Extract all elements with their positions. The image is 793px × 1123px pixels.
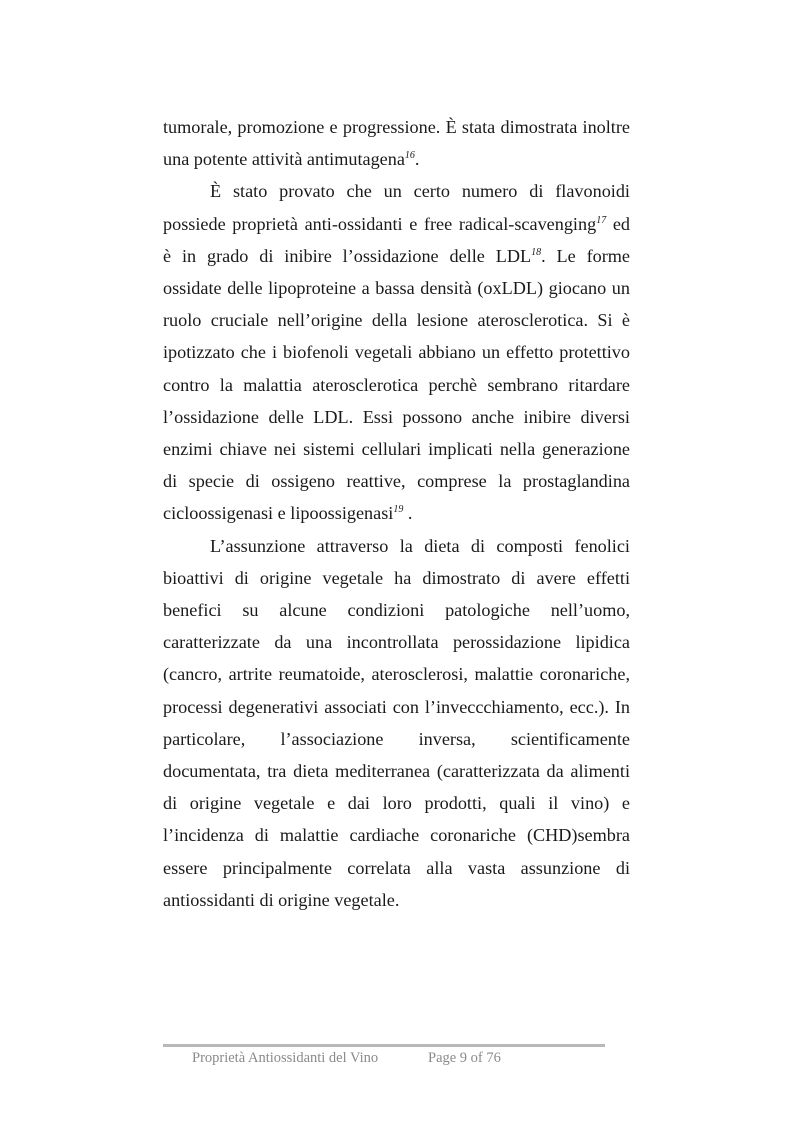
paragraph-text: .	[414, 149, 420, 170]
paragraph-text: È stato provato che un certo numero di flavonoidi possiede proprietà anti-ossidanti e free radical-scavenging	[163, 181, 630, 234]
footer-page-number: Page 9 of 76	[428, 1050, 501, 1066]
paragraph	[163, 530, 630, 916]
footnote-reference: 18	[531, 246, 542, 258]
footnote-reference: 19	[393, 504, 404, 516]
paragraph-text: ed è in grado di inibire l’ossidazione delle LDL	[163, 213, 630, 266]
paragraph	[163, 111, 630, 175]
footnote-reference: 17	[596, 214, 607, 226]
paragraph-text: tumorale, promozione e progressione. È stata dimostrata inoltre una potente attività antimutagena	[163, 117, 630, 170]
paragraph-text: . Le forme ossidate delle lipoproteine a bassa densità (oxLDL) giocano un ruolo cruciale nell’origine della lesione aterosclerotica. Si è ipotizzato che i biofenoli vegetali abbiano un effetto protettivo contro la malattia aterosclerotica perchè sembrano ritardare l’ossidazione delle LDL. Essi possono anche inibire diversi enzimi chiave nei sistemi cellulari implicati nella generazione di specie di ossigeno reattive, comprese la prostaglandina cicloossigenasi e lipoossigenasi	[163, 245, 630, 524]
paragraph-text: .	[403, 503, 413, 524]
footer-document-title: Proprietà Antiossidanti del Vino	[192, 1050, 379, 1066]
footer-divider	[163, 1044, 605, 1047]
body-text	[163, 111, 630, 916]
paragraph	[163, 175, 630, 529]
paragraph-text: L’assunzione attraverso la dieta di composti fenolici bioattivi di origine vegetale ha dimostrato di avere effetti benefici su alcune condizioni patologiche nell’uomo, caratterizzate da una incontrollata perossidazione lipidica (cancro, artrite reumatoide, aterosclerosi, malattie coronariche, processi degenerativi associati con l’inveccchiamento, ecc.). In particolare, l’associazione inversa, scientificamente documentata, tra dieta mediterranea (caratterizzata da alimenti di origine vegetale e dai loro prodotti, quali il vino) e l’incidenza di malattie cardiache coronariche (CHD)sembra essere principalmente correlata alla vasta assunzione di antiossidanti di origine vegetale.	[163, 535, 630, 910]
footnote-reference: 16	[404, 150, 415, 162]
